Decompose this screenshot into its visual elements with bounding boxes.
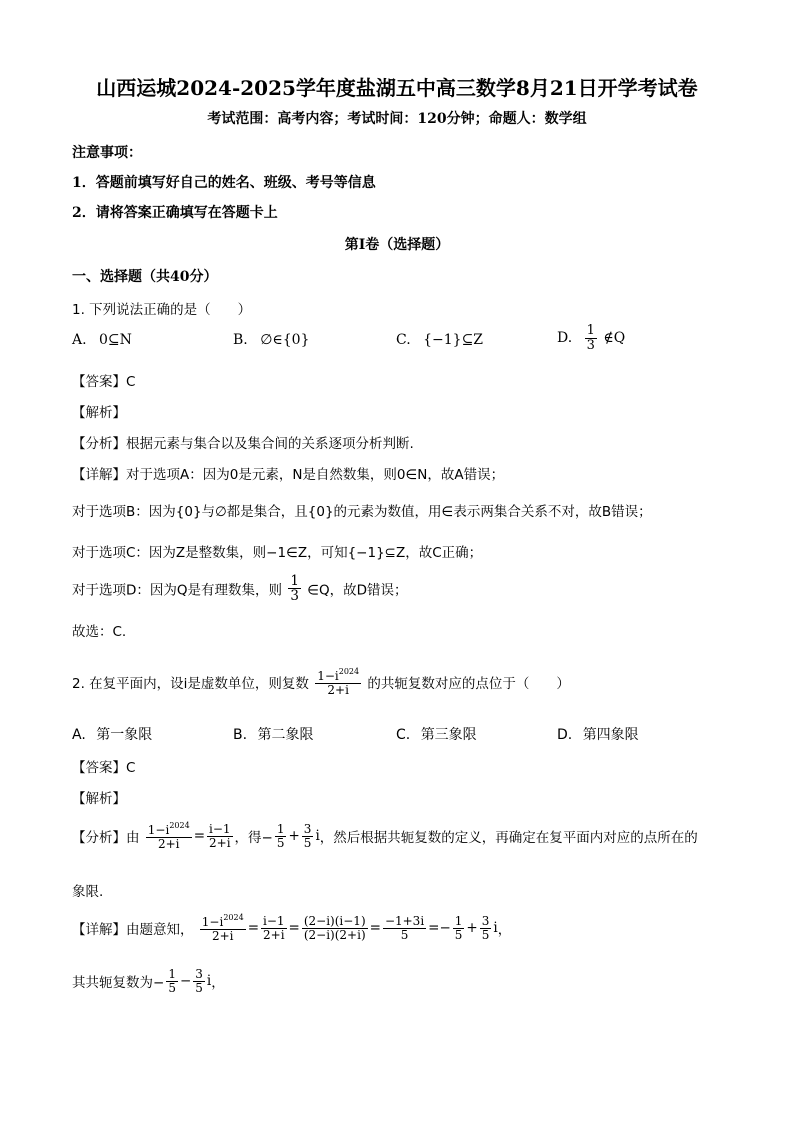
equals-sign: = — [193, 828, 205, 845]
fraction-denominator: (2−i)(2+i) — [303, 927, 366, 942]
fenxi-fraction-4 — [302, 823, 314, 849]
part-title: 一、选择题（共40分） — [72, 269, 218, 285]
q1-option-d — [557, 324, 625, 352]
imaginary-unit: i — [493, 920, 498, 937]
q1-option-b-text: ∅∈{0} — [260, 332, 310, 348]
q1-option-c-label: C. — [396, 332, 411, 348]
fraction-denominator: 5 — [303, 835, 312, 850]
conjugate-post: ， — [211, 975, 225, 992]
q2-option-b — [233, 724, 314, 744]
q1-answer — [72, 370, 135, 390]
answer-value: C — [126, 374, 136, 390]
conjugate-fraction-1 — [166, 968, 178, 994]
fraction-denominator: 3 — [290, 588, 299, 605]
q1-option-b-label: B. — [233, 332, 248, 348]
q1-detail-c: 对于选项C：因为Z是整数集，则−1∈Z，可知{−1}⊆Z，故C正确； — [72, 545, 483, 561]
conjugate-fraction-2 — [193, 968, 205, 994]
fraction-numerator: (2−i)(i−1) — [303, 914, 366, 928]
fraction-denominator: 5 — [195, 980, 203, 995]
detail-tag: 【详解】 — [72, 922, 126, 939]
notes-item-1: 1．答题前填写好自己的姓名、班级、考号等信息 — [72, 175, 376, 191]
detail-fraction-3 — [302, 915, 368, 941]
fenxi-tag: 【分析】 — [72, 436, 126, 452]
q1-stem: 1. 下列说法正确的是（ ） — [72, 302, 252, 318]
equals-sign: = — [288, 920, 300, 937]
numerator-base: 1−i — [201, 915, 224, 929]
q1-conclusion: 故选：C. — [72, 624, 127, 640]
fraction-denominator: 2+i — [211, 928, 234, 943]
numerator-exponent: 2024 — [169, 821, 190, 830]
q2-option-d-text: 第四象限 — [582, 727, 639, 743]
q2-option-b-text: 第二象限 — [257, 727, 314, 743]
q2-option-a — [72, 724, 152, 744]
fraction-numerator: 3 — [303, 822, 312, 836]
fraction-numerator — [146, 822, 192, 838]
fraction-numerator: 1 — [290, 573, 299, 589]
equals-sign: = — [369, 920, 381, 937]
exam-subtitle: 考试范围：高考内容；考试时间：120分钟；命题人：数学组 — [207, 111, 587, 127]
numerator-base: 1−i — [317, 669, 339, 683]
fraction-numerator — [315, 668, 361, 684]
q1-detail-d — [72, 574, 408, 603]
fenxi-text: 根据元素与集合以及集合间的关系逐项分析判断. — [126, 436, 414, 452]
q2-fenxi — [72, 822, 698, 850]
fraction-numerator: i−1 — [263, 914, 285, 928]
q1-option-c-text: {−1}⊆Z — [423, 332, 484, 348]
q1-fenxi — [72, 432, 414, 452]
fraction-numerator: i−1 — [209, 822, 231, 836]
detail-d-pre: 对于选项D：因为Q是有理数集，则 — [72, 582, 283, 599]
conjugate-pre: 其共轭复数为− — [72, 975, 165, 992]
fraction-numerator: 1 — [586, 323, 595, 338]
q1-option-a — [72, 332, 132, 348]
fraction-denominator: 5 — [481, 927, 490, 942]
q1-option-c — [396, 332, 483, 348]
notes-heading: 注意事项： — [72, 145, 142, 161]
fraction-denominator: 2+i — [263, 927, 285, 942]
q2-analysis-tag: 【解析】 — [72, 791, 126, 807]
detail-fraction-2 — [261, 915, 287, 941]
q2-fenxi-line2: 象限. — [72, 884, 104, 900]
q2-option-b-label: B. — [233, 727, 248, 743]
q2-detail — [72, 914, 511, 942]
fraction-numerator: 3 — [481, 914, 490, 928]
q2-conjugate — [72, 968, 225, 994]
answer-tag: 【答案】 — [72, 760, 126, 776]
fraction-denominator: 5 — [168, 980, 176, 995]
fenxi-post: ，然后根据共轭复数的定义，再确定在复平面内对应的点所在的 — [319, 830, 698, 847]
fraction-numerator: 3 — [195, 967, 203, 981]
q1-detail-a — [72, 463, 504, 483]
q1-option-d-fraction — [585, 324, 597, 352]
fraction-numerator — [200, 914, 246, 930]
numerator-exponent: 2024 — [338, 667, 360, 676]
notes-item-2: 2．请将答案正确填写在答题卡上 — [72, 205, 278, 221]
q2-option-a-text: 第一象限 — [96, 727, 153, 743]
answer-value: C — [126, 760, 136, 776]
fraction-numerator: −1+3i — [384, 914, 425, 928]
fraction-denominator: 5 — [400, 927, 409, 942]
detail-pre: 由题意知， — [126, 922, 194, 939]
q1-option-b — [233, 332, 309, 348]
section-title: 第I卷（选择题） — [344, 237, 450, 253]
detail-a-text: 对于选项A：因为0是元素，N是自然数集，则0∈N，故A错误； — [126, 467, 505, 483]
q1-option-d-label: D. — [557, 330, 573, 347]
fraction-numerator: 1 — [454, 914, 463, 928]
q2-stem-fraction — [315, 668, 361, 696]
fenxi-fraction-2 — [207, 823, 233, 849]
fraction-denominator: 2+i — [327, 682, 349, 697]
numerator-base: 1−i — [147, 823, 170, 837]
q2-option-d — [557, 724, 639, 744]
q2-stem — [72, 668, 570, 696]
plus-sign: + — [466, 920, 478, 937]
answer-tag: 【答案】 — [72, 374, 126, 390]
q2-answer — [72, 756, 135, 776]
q2-stem-post: 的共轭复数对应的点位于（ ） — [367, 676, 570, 693]
equals-sign: = — [247, 920, 259, 937]
minus-sign: − — [179, 973, 192, 990]
q1-analysis-tag: 【解析】 — [72, 405, 126, 421]
detail-fraction-1 — [200, 914, 246, 942]
detail-post: ， — [497, 922, 512, 939]
fenxi-fraction-3 — [275, 823, 287, 849]
fraction-numerator: 1 — [168, 967, 176, 981]
detail-d-fraction — [288, 574, 301, 603]
q1-option-a-text: 0⊆N — [99, 332, 132, 348]
q2-option-c-text: 第三象限 — [420, 727, 477, 743]
fraction-denominator: 5 — [276, 835, 285, 850]
imaginary-unit: i — [315, 828, 320, 845]
q1-detail-b: 对于选项B：因为{0}与∅都是集合，且{0}的元素为数值，用∈表示两集合关系不对，故B错误； — [72, 504, 652, 520]
q2-option-d-label: D. — [557, 727, 573, 743]
fraction-numerator: 1 — [276, 822, 285, 836]
fenxi-tag: 【分析】 — [72, 830, 126, 847]
imaginary-unit: i — [206, 973, 212, 990]
exam-title: 山西运城2024-2025学年度盐湖五中高三数学8月21日开学考试卷 — [96, 76, 698, 100]
fenxi-pre: 由 — [126, 830, 140, 847]
fraction-denominator: 2+i — [209, 835, 231, 850]
detail-fraction-4 — [383, 915, 426, 941]
q2-stem-pre: 2. 在复平面内，设i是虚数单位，则复数 — [72, 676, 309, 693]
detail-fraction-5 — [453, 915, 465, 941]
detail-d-post: ∈Q，故D错误； — [307, 582, 408, 599]
fenxi-mid: ，得− — [234, 830, 273, 847]
q1-option-a-label: A. — [72, 332, 87, 348]
q2-option-a-label: A. — [72, 727, 86, 743]
numerator-exponent: 2024 — [223, 913, 244, 922]
fraction-denominator: 5 — [454, 927, 463, 942]
q1-option-d-tail: ∉Q — [603, 330, 626, 347]
q2-option-c-label: C. — [396, 727, 411, 743]
detail-tag: 【详解】 — [72, 467, 126, 483]
q2-option-c — [396, 724, 477, 744]
equals-minus-sign: =− — [428, 920, 451, 937]
fraction-denominator: 2+i — [157, 836, 180, 851]
detail-fraction-6 — [480, 915, 492, 941]
fraction-denominator: 3 — [586, 337, 595, 353]
fenxi-fraction-1 — [146, 822, 192, 850]
plus-sign: + — [288, 828, 300, 845]
